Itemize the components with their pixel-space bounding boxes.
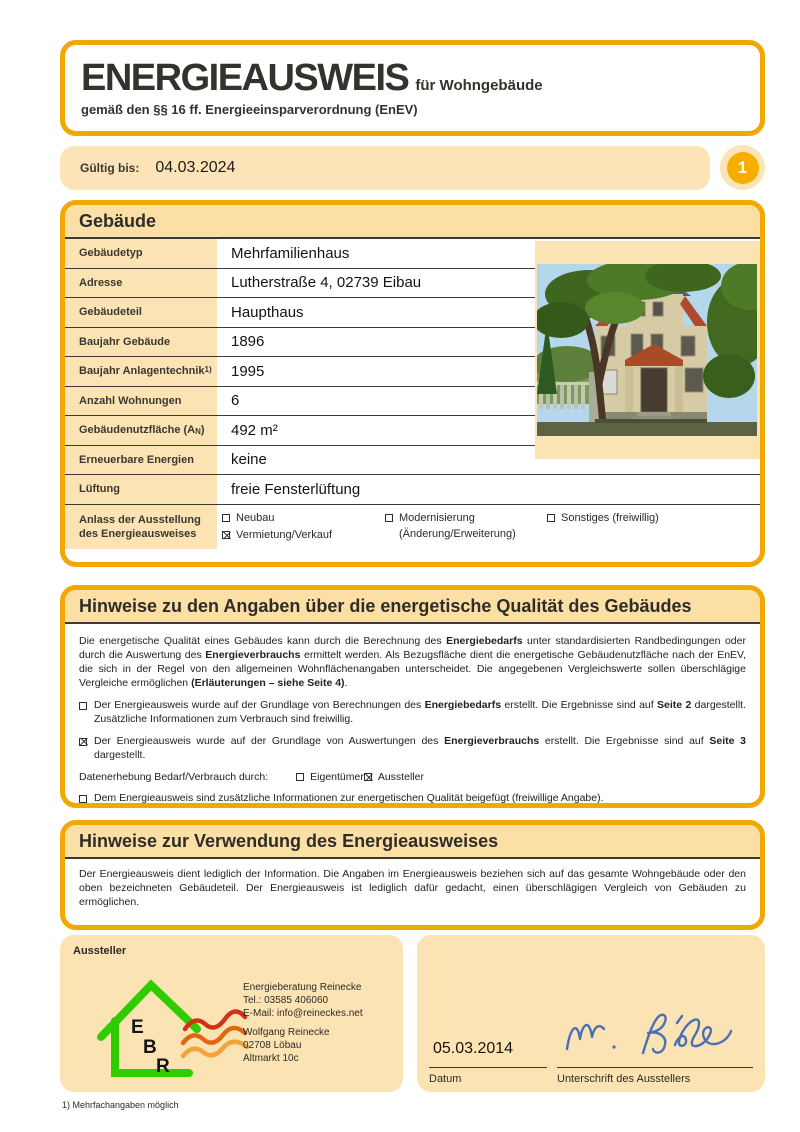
row-label (65, 416, 217, 445)
row-label-tail: ) (200, 424, 205, 437)
row-value: freie Fensterlüftung (231, 480, 361, 498)
checkbox-label: Sonstiges (freiwillig) (561, 512, 659, 524)
page-title: ENERGIEAUSWEIS (81, 57, 409, 99)
option-vermietung-verkauf (222, 527, 385, 544)
issuer-email: E-Mail: info@reineckes.net (243, 1008, 363, 1019)
occasion-column (547, 510, 659, 549)
option-neubau (222, 510, 385, 527)
svg-text:B: B (143, 1037, 157, 1058)
page-subtitle: gemäß den §§ 16 ff. Energieeinsparverordnung (EnEV) (81, 102, 418, 117)
checkbox-label: Eigentümer (310, 771, 364, 783)
quality-notes-content (65, 624, 760, 806)
row-label (65, 269, 217, 298)
note-text: Dem Energieausweis sind zusätzliche Informationen zur energetischen Qualität beigefügt (freiwillige Angabe). (94, 792, 604, 804)
row-label (65, 239, 217, 268)
note-item-bedarf (79, 699, 746, 726)
quality-notes-section (60, 585, 765, 808)
row-label-text: Baujahr Anlagentechnik (79, 365, 205, 378)
note-item-zusatzinfo (79, 792, 746, 806)
row-label (65, 328, 217, 357)
date-label: Datum (429, 1073, 462, 1085)
row-label-text: Gebäudeteil (79, 306, 142, 319)
row-value: Lutherstraße 4, 02739 Eibau (231, 274, 422, 292)
building-photo-frame (535, 241, 760, 459)
option-eigentuemer (296, 771, 364, 783)
checkbox-zusatzinfo[interactable] (79, 795, 87, 803)
date-line (429, 1067, 547, 1068)
note-text: Der Energieausweis wurde auf der Grundlage von Berechnungen des Energiebedarfs erstellt. Die Ergebnisse sind auf Seite 2 dargestellt. Zusätzliche Informationen zum Verbrauch sind freiwillig. (94, 699, 747, 725)
usage-notes-content (65, 859, 760, 909)
checkbox-label: Modernisierung (399, 512, 475, 524)
note-item-verbrauch (79, 735, 746, 762)
checkbox-modernisierung[interactable] (385, 514, 393, 522)
quality-notes-title: Hinweise zu den Angaben über die energetische Qualität des Gebäudes (65, 590, 760, 624)
issuer-company: Energieberatung Reinecke (243, 982, 362, 993)
row-label-text: Erneuerbare Energien (79, 453, 194, 466)
row-label-sup: 1) (204, 364, 212, 374)
note-text: Der Energieausweis wurde auf der Grundlage von Auswertungen des Energieverbrauchs erstellt. Die Ergebnisse sind auf Seite 3 dargestellt. (94, 735, 746, 761)
checkbox-aussteller[interactable] (364, 773, 372, 781)
option-aussteller (364, 771, 424, 783)
checkbox-neubau[interactable] (222, 514, 230, 522)
issuer-contact (243, 981, 363, 1065)
table-row-occasion (65, 505, 760, 549)
checkbox-eigentuemer[interactable] (296, 773, 304, 781)
checkbox-sub-label: (Änderung/Erweiterung) (399, 527, 516, 540)
row-label-text: Gebäudetyp (79, 247, 143, 260)
signature-label: Unterschrift des Ausstellers (557, 1073, 691, 1085)
issuer-person: Wolfgang Reinecke (243, 1027, 330, 1038)
table-row (65, 475, 760, 505)
page-title-suffix: für Wohngebäude (415, 77, 543, 94)
row-label (65, 357, 217, 386)
svg-text:R: R (156, 1056, 170, 1077)
usage-notes-text: Der Energieausweis dient lediglich der Information. Die Angaben im Energieausweis beziehen sich auf das gesamte Wohngebäude oder den oben bezeichneten Gebäudeteil. Der Energieausweis ist lediglich dafür gedacht, einen überschlägigen Vergleich von Gebäuden zu ermöglichen. (79, 868, 746, 908)
option-modernisierung (385, 510, 547, 527)
checkbox-vermietung-verkauf[interactable] (222, 531, 230, 539)
issuer-box (60, 935, 403, 1092)
row-value: 1995 (231, 362, 265, 380)
row-label-sub: N (195, 427, 201, 437)
signature-box (417, 935, 765, 1092)
usage-notes-section (60, 820, 765, 930)
svg-text:E: E (131, 1017, 144, 1038)
building-section (60, 200, 765, 567)
title-line (81, 59, 760, 97)
row-label-text: Gebäudenutzfläche (A (79, 424, 196, 437)
row-label-text: des Energieausweises (79, 527, 197, 540)
occasion-options (217, 505, 760, 549)
issuer-city: 02708 Löbau (243, 1040, 302, 1051)
row-value: 492 m² (231, 421, 278, 439)
page-number: 1 (727, 152, 759, 184)
validity-bar (60, 146, 710, 190)
signature-image (557, 1003, 753, 1065)
row-label (65, 505, 217, 549)
row-label-text: Baujahr Gebäude (79, 335, 171, 348)
issuer-phone: Tel.: 03585 406060 (243, 995, 329, 1006)
building-section-title: Gebäude (65, 205, 760, 239)
issue-date: 05.03.2014 (433, 1040, 514, 1057)
page-number-badge (720, 145, 765, 190)
usage-notes-title: Hinweise zur Verwendung des Energieausweises (65, 825, 760, 859)
valid-until-date: 04.03.2024 (155, 159, 236, 176)
checkbox-verbrauch[interactable] (79, 738, 87, 746)
document-header (60, 40, 765, 136)
row-label-text: Adresse (79, 276, 123, 289)
row-value: keine (231, 451, 267, 469)
checkbox-label: Neubau (236, 512, 275, 524)
footnote: 1) Mehrfachangaben möglich (62, 1100, 179, 1110)
row-value: 6 (231, 392, 240, 410)
building-photo (537, 264, 757, 436)
row-value: Mehrfamilienhaus (231, 244, 350, 262)
occasion-column (222, 510, 385, 549)
option-sonstiges (547, 510, 659, 527)
issuer-label: Aussteller (73, 945, 127, 957)
checkbox-label: Vermietung/Verkauf (236, 529, 333, 541)
quality-notes-intro: Die energetische Qualität eines Gebäudes kann durch die Berechnung des Energiebedarfs unter standardisierten Randbedingungen oder durch die Auswertung des Energieverbrauchs ermittelt werden. Als Bezugsfläche dient die energetische Gebäudenutzfläche nach der EnEV, die sich in der Regel von den allgemeinen Wohnflächenangaben unterscheidet. Die angegebenen Vergleichswerte sollen überschlägige Vergleiche ermöglichen (Erläuterungen – siehe Seite 4). (79, 635, 746, 689)
row-label-text: Lüftung (79, 483, 120, 496)
row-label (65, 387, 217, 416)
row-value: Haupthaus (231, 303, 304, 321)
row-label (65, 475, 217, 504)
row-value: 1896 (231, 333, 265, 351)
checkbox-sonstiges[interactable] (547, 514, 555, 522)
ebr-logo-icon (93, 975, 265, 1081)
issuer-street: Altmarkt 10c (243, 1053, 299, 1064)
occasion-column (385, 510, 547, 549)
signature-line (557, 1067, 753, 1068)
data-collection-label: Datenerhebung Bedarf/Verbrauch durch: (79, 771, 269, 783)
data-collection-row (79, 771, 746, 783)
row-label (65, 446, 217, 475)
row-label-text: Anlass der Ausstellung (79, 513, 201, 526)
row-label-text: Anzahl Wohnungen (79, 394, 182, 407)
checkbox-bedarf[interactable] (79, 702, 87, 710)
row-label (65, 298, 217, 327)
checkbox-label: Aussteller (377, 771, 424, 783)
valid-until-label: Gültig bis: (80, 161, 140, 175)
